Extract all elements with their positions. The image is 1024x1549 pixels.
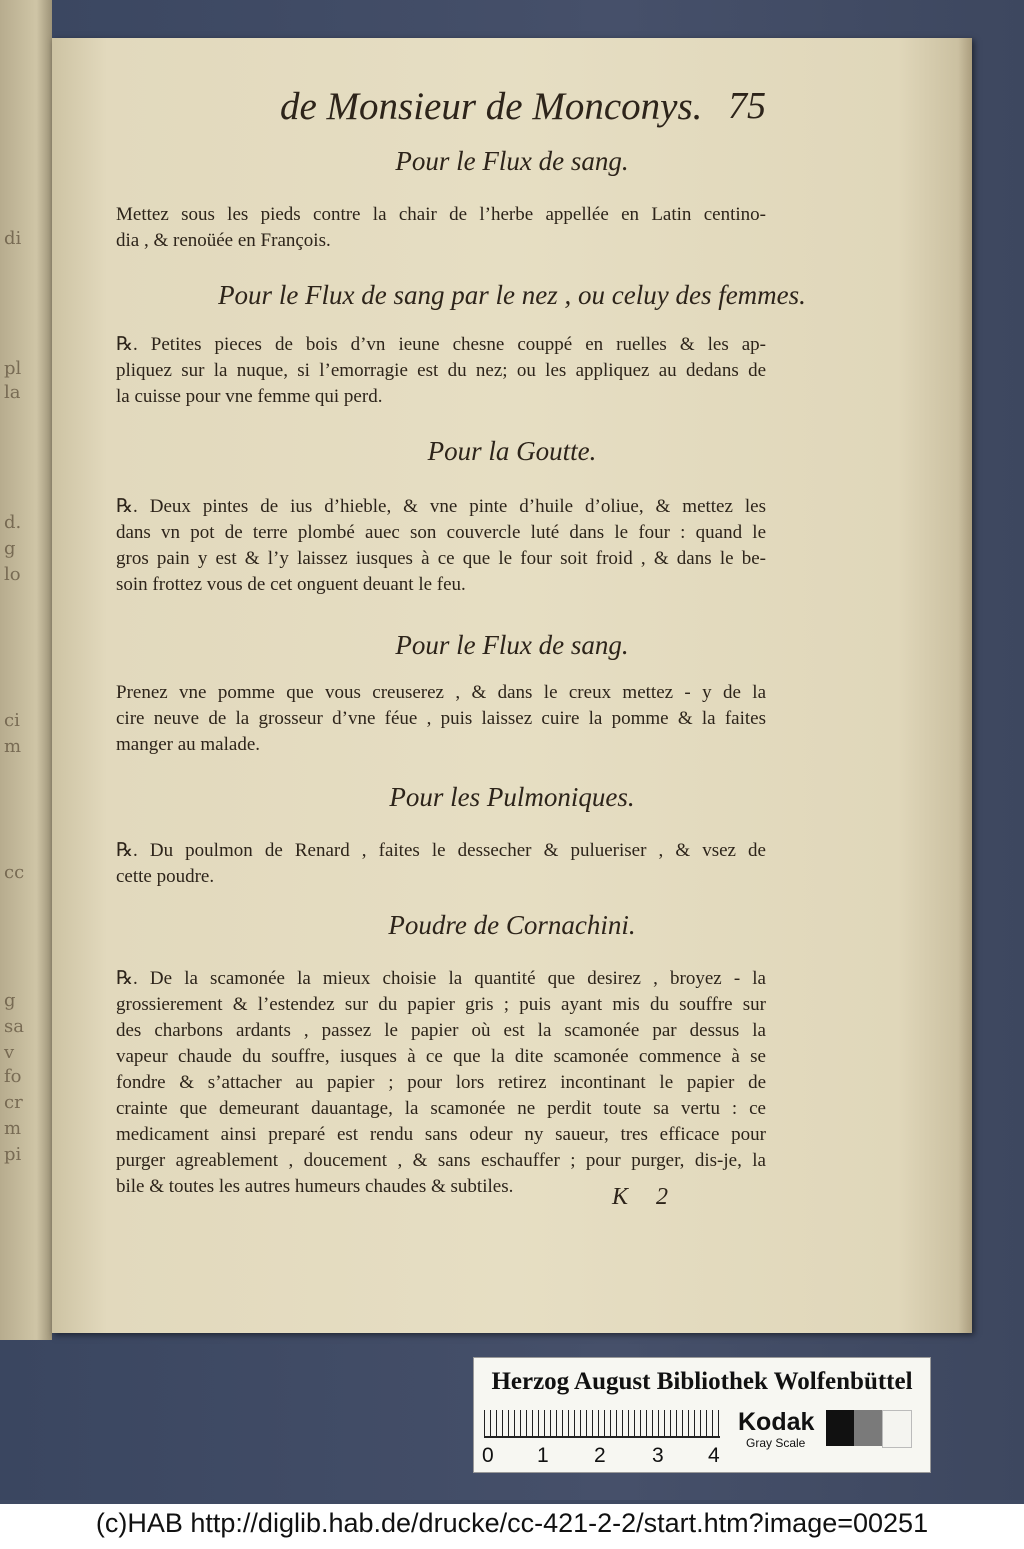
text-line: ℞. De la scamonée la mieux choisie la quantité que desirez , broyez - la xyxy=(116,968,766,989)
text-line: medicament ainsi preparé est rendu sans odeur ny saueur, tres efficace pour xyxy=(116,1124,766,1145)
edge-glyph: g xyxy=(4,990,16,1011)
edge-glyph: m xyxy=(4,736,22,757)
text-line: ℞. Petites pieces de bois d’vn ieune chesne couppé en ruelles & les ap- xyxy=(116,334,766,355)
text-line: dia , & renoüée en François. xyxy=(116,230,331,251)
signature-mark: K 2 xyxy=(612,1184,669,1210)
section-heading: Pour le Flux de sang. xyxy=(395,630,629,660)
scale-number: 1 xyxy=(537,1444,549,1467)
kodak-gray-scale-label: Gray Scale xyxy=(746,1436,806,1450)
text-line: ℞. Du poulmon de Renard , faites le dessecher & pulueriser , & vsez de xyxy=(116,840,766,861)
text-line: des charbons ardants , passez le papier où est la scamonée par dessus la xyxy=(116,1020,766,1041)
edge-glyph: fo xyxy=(4,1066,22,1087)
library-color-target xyxy=(473,1357,931,1473)
edge-glyph: pl xyxy=(4,358,22,379)
edge-glyph: cc xyxy=(4,862,25,883)
text-line: Prenez vne pomme que vous creuserez , & dans le creux mettez - y de la xyxy=(116,682,766,703)
text-line: Mettez sous les pieds contre la chair de l’herbe appellée en Latin centino- xyxy=(116,204,766,225)
edge-glyph: m xyxy=(4,1118,22,1139)
gray-patch-mid xyxy=(854,1410,882,1446)
gray-patch-light xyxy=(882,1410,912,1448)
book-page xyxy=(52,38,972,1333)
credit-url: (c)HAB http://diglib.hab.de/drucke/cc-421-2-2/start.htm?image=00251 xyxy=(95,1508,929,1538)
section-paragraph xyxy=(116,680,766,758)
section-heading: Pour les Pulmoniques. xyxy=(389,782,635,812)
edge-glyph: la xyxy=(4,382,21,403)
edge-glyph: cr xyxy=(4,1092,23,1113)
edge-glyph: g xyxy=(4,538,16,559)
scale-ruler xyxy=(484,1410,720,1438)
section-heading: Pour le Flux de sang. xyxy=(395,146,629,176)
section-heading: Poudre de Cornachini. xyxy=(388,910,636,940)
section-paragraph xyxy=(116,202,766,254)
section-paragraph xyxy=(116,966,766,1200)
text-line: crainte que demeurant dauantage, la scamonée ne perdit toute sa vertu : ce xyxy=(116,1098,766,1119)
edge-glyph: v xyxy=(4,1042,15,1063)
text-line: vapeur chaude du souffre, iusques à ce que la dite scamonée commence à se xyxy=(116,1046,766,1067)
section-heading: Pour le Flux de sang par le nez , ou celuy des femmes. xyxy=(218,280,806,310)
scale-number: 0 xyxy=(482,1444,494,1467)
text-line: manger au malade. xyxy=(116,734,261,755)
edge-glyph: d. xyxy=(4,512,22,533)
edge-glyph: ci xyxy=(4,710,20,731)
scale-number: 4 xyxy=(708,1444,720,1467)
section-paragraph xyxy=(116,494,766,598)
section-paragraph xyxy=(116,838,766,890)
text-line: dans vn pot de terre plombé auec son couvercle luté dans le four : quand le xyxy=(116,522,766,543)
gray-patch-dark xyxy=(826,1410,854,1446)
edge-glyph: lo xyxy=(4,564,21,585)
page-number: 75 xyxy=(728,85,766,127)
edge-glyph: sa xyxy=(4,1016,24,1037)
text-line: soin frottez vous de cet onguent deuant le feu. xyxy=(116,574,466,595)
text-line: fondre & s’attacher au papier ; pour lors retirez incontinant le papier de xyxy=(116,1072,766,1093)
scale-number: 2 xyxy=(594,1444,606,1467)
scale-number: 3 xyxy=(652,1444,664,1467)
edge-glyph: di xyxy=(4,228,22,249)
text-line: cette poudre. xyxy=(116,866,215,887)
text-line: gros pain y est & l’y laissez iusques à ce que le four soit froid , & dans le be- xyxy=(116,548,766,569)
edge-glyph: pi xyxy=(4,1144,22,1165)
text-line: pliquez sur la nuque, si l’emorragie est du nez; ou les appliquez au dedans de xyxy=(116,360,766,381)
text-line: la cuisse pour vne femme qui perd. xyxy=(116,386,383,407)
section-paragraph xyxy=(116,332,766,410)
text-line: cire neuve de la grosseur d’vne féue , puis laissez cuire la pomme & la faites xyxy=(116,708,766,729)
section-heading: Pour la Goutte. xyxy=(427,436,597,466)
left-page-edge xyxy=(0,0,52,1340)
kodak-brand: Kodak xyxy=(738,1408,815,1436)
text-line: bile & toutes les autres humeurs chaudes & subtiles. xyxy=(116,1176,514,1197)
text-line: purger agreablement , doucement , & sans eschauffer ; pour purger, dis-je, la xyxy=(116,1150,766,1171)
text-line: ℞. Deux pintes de ius d’hieble, & vne pinte d’huile d’oliue, & mettez les xyxy=(116,496,766,517)
footer-credit-bar xyxy=(0,1504,1024,1549)
text-line: grossierement & l’estendez sur du papier gris ; puis ayant mis du souffre sur xyxy=(116,994,766,1015)
library-name: Herzog August Bibliothek Wolfenbüttel xyxy=(491,1368,913,1395)
running-head: de Monsieur de Monconys. xyxy=(280,85,703,128)
